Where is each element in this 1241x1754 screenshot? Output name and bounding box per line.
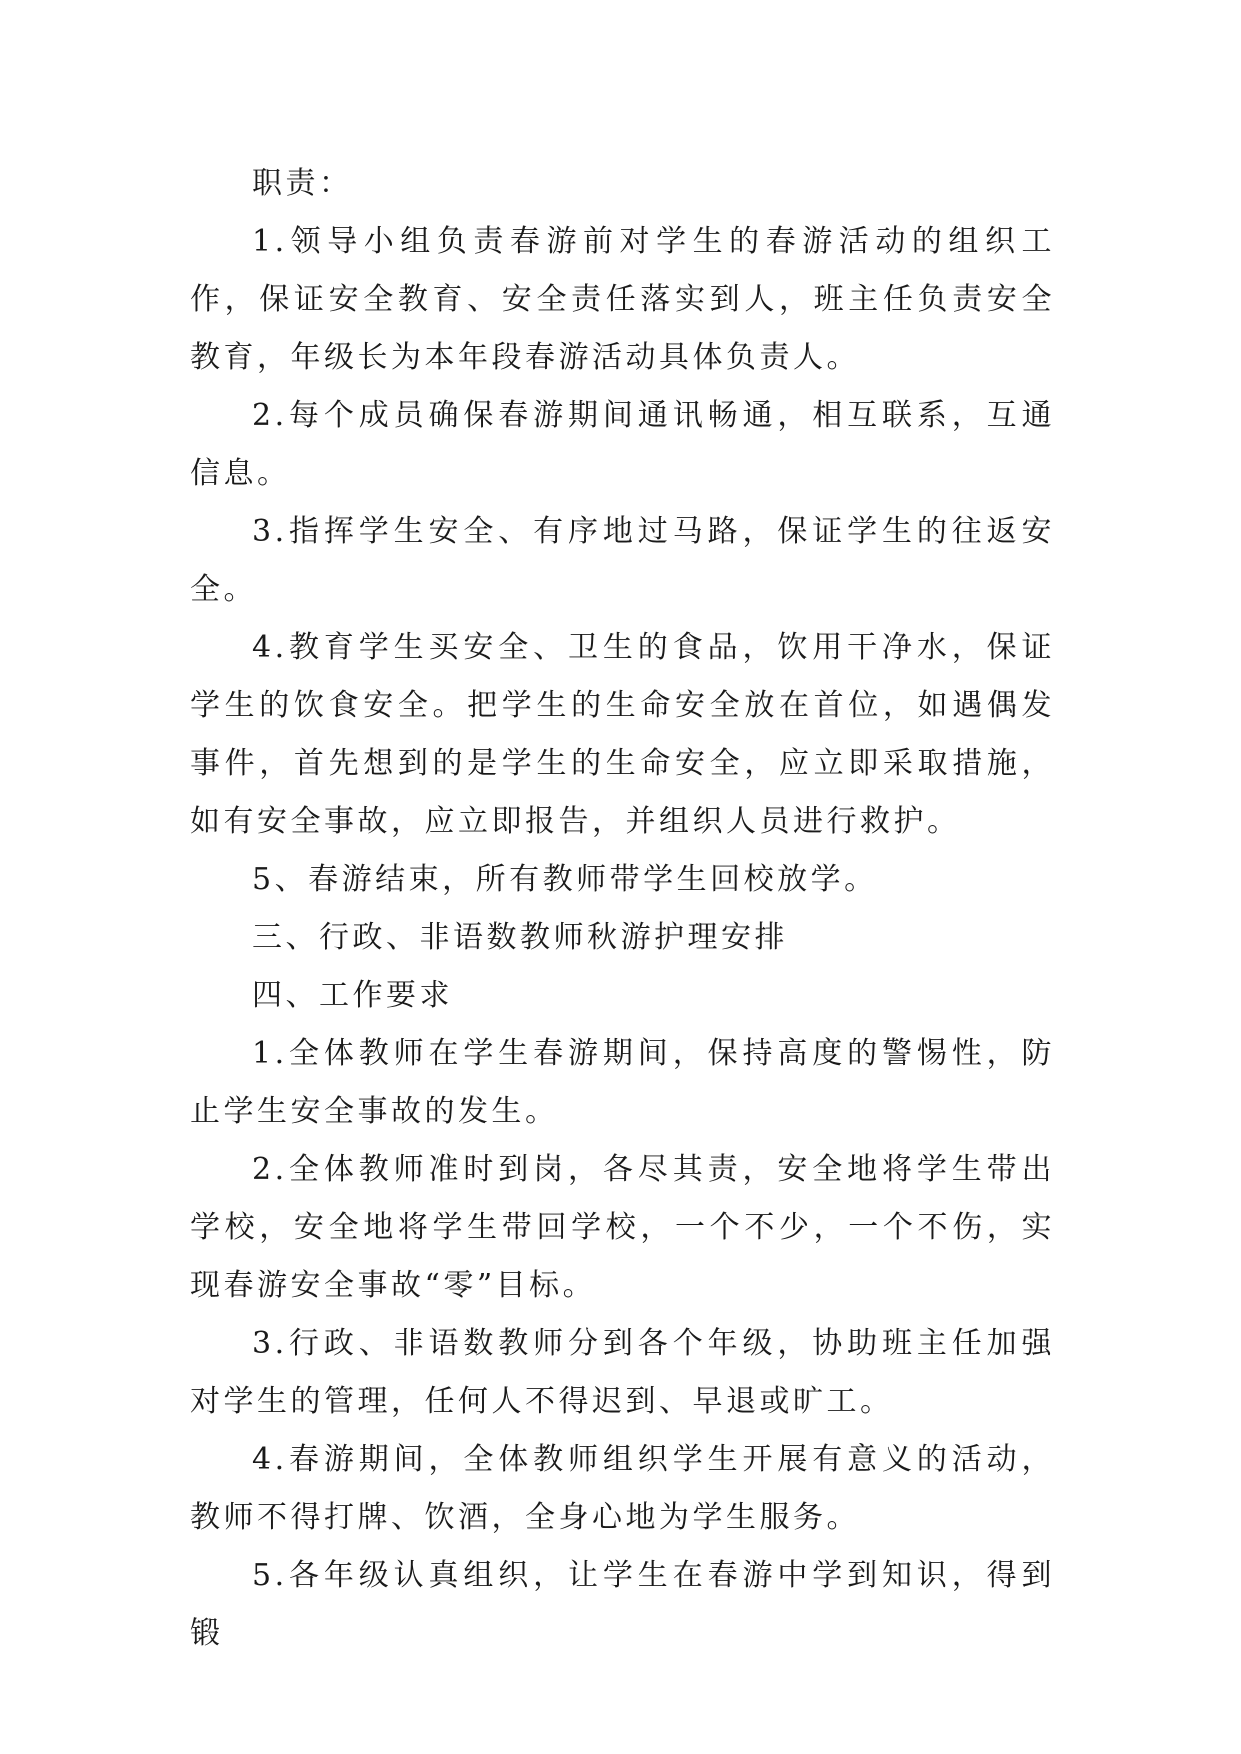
requirement-item-3: 3.行政、非语数教师分到各个年级，协助班主任加强对学生的管理，任何人不得迟到、早退或旷工。 [190,1326,1055,1419]
duty-item-1: 1.领导小组负责春游前对学生的春游活动的组织工作，保证安全教育、安全责任落实到人，班主任负责安全教育，年级长为本年段春游活动具体负责人。 [190,224,1055,375]
requirement-item-1: 1.全体教师在学生春游期间，保持高度的警惕性，防止学生安全事故的发生。 [190,1036,1055,1129]
requirement-item-2: 2.全体教师准时到岗，各尽其责，安全地将学生带出学校，安全地将学生带回学校，一个不少，一个不伤，实现春游安全事故“零”目标。 [190,1152,1055,1303]
duty-item-5: 5、春游结束，所有教师带学生回校放学。 [252,862,878,897]
duty-item-3: 3.指挥学生安全、有序地过马路，保证学生的往返安全。 [190,514,1055,607]
duty-item-2: 2.每个成员确保春游期间通讯畅通，相互联系，互通信息。 [190,398,1055,491]
duties-heading: 职责： [252,166,353,201]
section-heading-4: 四、工作要求 [252,978,453,1013]
section-heading-3: 三、行政、非语数教师秋游护理安排 [252,920,788,955]
requirement-item-5: 5.各年级认真组织，让学生在春游中学到知识，得到锻 [190,1558,1055,1651]
duty-item-4: 4.教育学生买安全、卫生的食品，饮用干净水，保证学生的饮食安全。把学生的生命安全放在首位，如遇偶发事件，首先想到的是学生的生命安全，应立即采取措施，如有安全事故，应立即报告，并组织人员进行救护。 [190,630,1055,839]
requirement-item-4: 4.春游期间，全体教师组织学生开展有意义的活动，教师不得打牌、饮酒，全身心地为学生服务。 [190,1442,1055,1535]
document-page [190,155,1055,1663]
